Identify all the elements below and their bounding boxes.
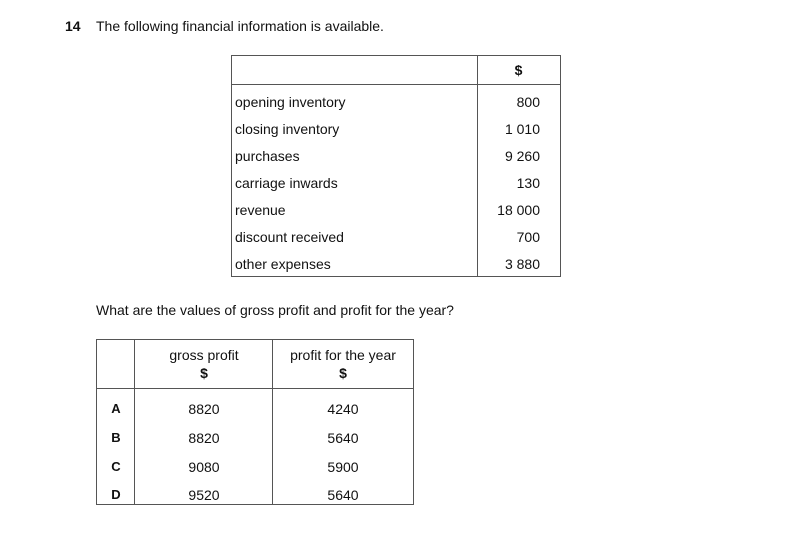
info-amount: 3 880 <box>504 256 540 272</box>
option-row-b[interactable] <box>97 424 413 453</box>
option-gross-profit: 8820 <box>188 401 220 417</box>
option-profit-for-year: 4240 <box>327 401 359 417</box>
info-row <box>232 142 560 169</box>
option-profit-for-year: 5640 <box>327 430 359 446</box>
info-row <box>232 169 560 196</box>
question-intro: The following financial information is available. <box>96 18 384 34</box>
info-row <box>232 115 560 142</box>
option-key: C <box>111 459 121 474</box>
info-row <box>232 223 560 250</box>
gross-profit-currency: $ <box>200 365 208 381</box>
header-divider <box>97 388 413 389</box>
info-amount: 18 000 <box>497 202 540 218</box>
option-row-c[interactable] <box>97 453 413 482</box>
option-profit-for-year: 5640 <box>327 487 359 503</box>
option-gross-profit: 9080 <box>188 459 220 475</box>
info-row <box>232 88 560 115</box>
option-profit-for-year: 5900 <box>327 459 359 475</box>
info-label: opening inventory <box>235 94 346 110</box>
info-amount: 130 <box>516 175 540 191</box>
info-row <box>232 250 560 277</box>
info-amount: 700 <box>516 229 540 245</box>
option-row-a[interactable] <box>97 395 413 424</box>
info-amount: 9 260 <box>504 148 540 164</box>
answer-options-table <box>96 339 414 505</box>
info-label: closing inventory <box>235 121 340 137</box>
option-gross-profit: 8820 <box>188 430 220 446</box>
option-gross-profit: 9520 <box>188 487 220 503</box>
info-row <box>232 196 560 223</box>
question-text: What are the values of gross profit and profit for the year? <box>96 302 454 318</box>
gross-profit-header <box>135 346 273 382</box>
option-key: D <box>111 487 121 502</box>
option-key: B <box>111 430 121 445</box>
profit-for-year-title: profit for the year <box>290 347 396 363</box>
option-row-d[interactable] <box>97 481 413 510</box>
header-divider <box>232 84 560 85</box>
info-amount: 1 010 <box>504 121 540 137</box>
profit-for-year-currency: $ <box>339 365 347 381</box>
option-key: A <box>111 401 121 416</box>
info-label: revenue <box>235 202 286 218</box>
info-label: carriage inwards <box>235 175 338 191</box>
info-label: purchases <box>235 148 300 164</box>
info-label: other expenses <box>235 256 331 272</box>
gross-profit-title: gross profit <box>169 347 239 363</box>
profit-for-year-header <box>273 346 413 382</box>
info-label: discount received <box>235 229 344 245</box>
currency-header: $ <box>514 62 523 78</box>
question-number: 14 <box>65 18 81 34</box>
financial-info-table <box>231 55 561 277</box>
info-amount: 800 <box>516 94 540 110</box>
